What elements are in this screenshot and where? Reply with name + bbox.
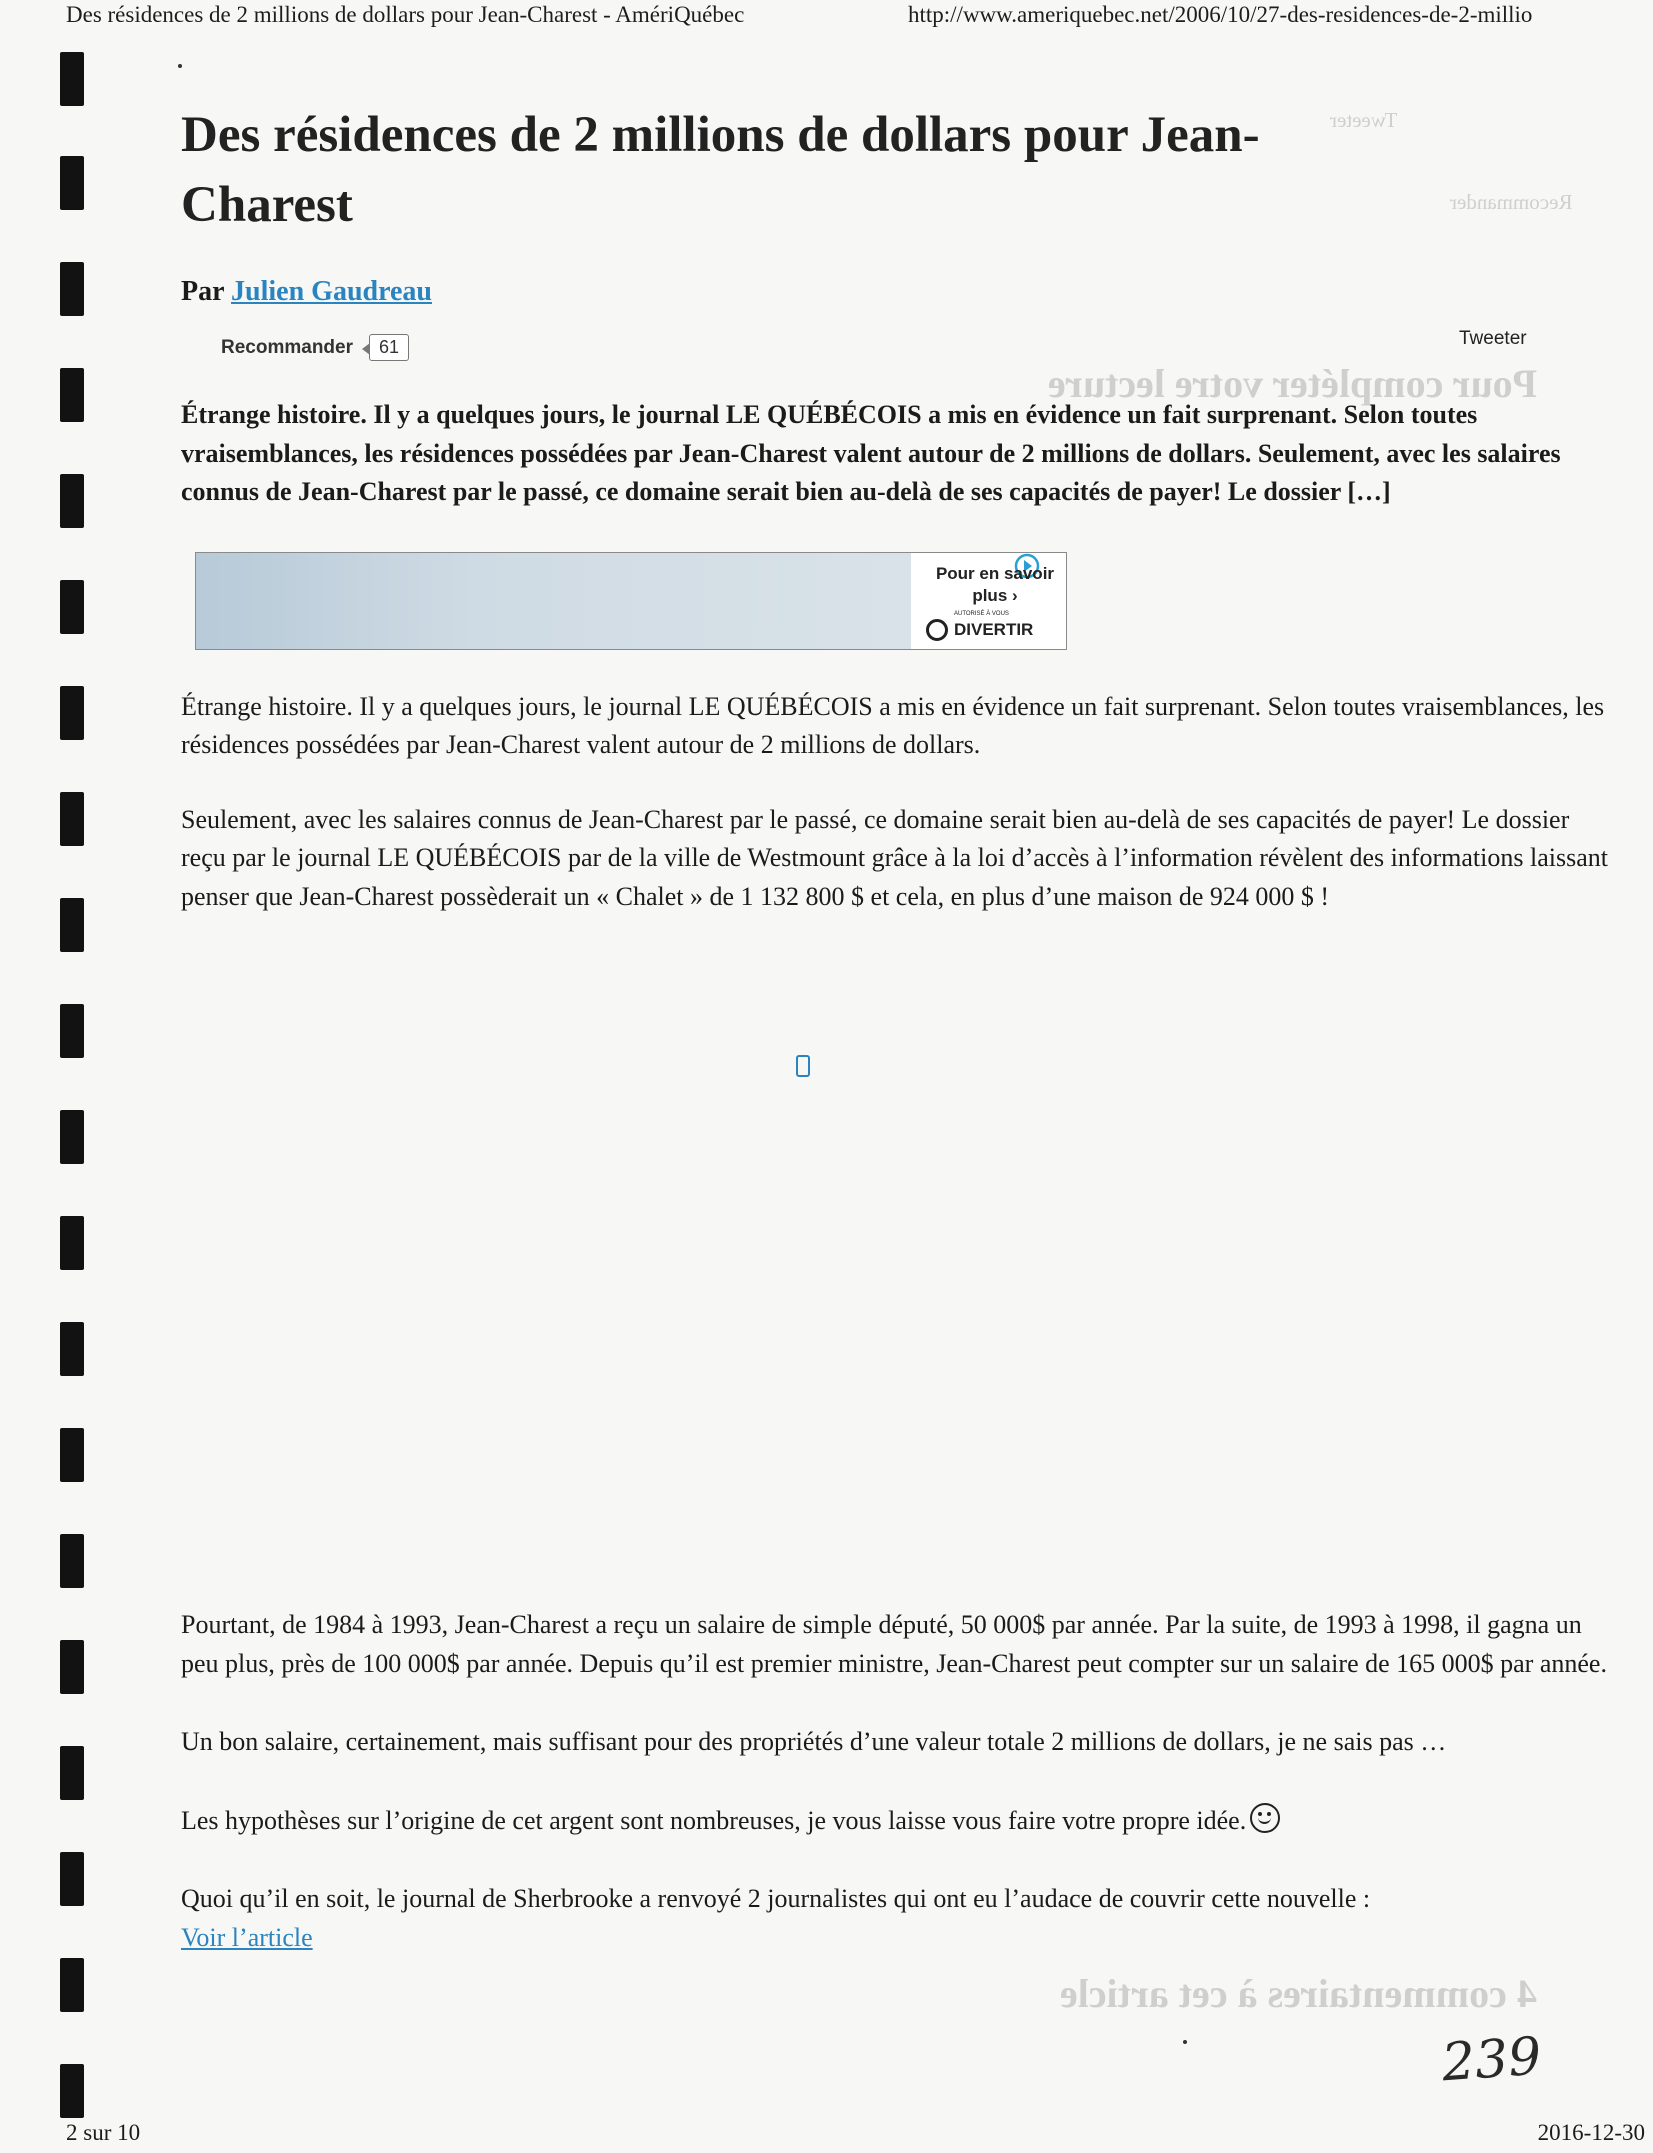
smiley-icon: [1250, 1803, 1280, 1833]
article-continued: [181, 1606, 1611, 1957]
ghost-button: Recommander: [1450, 190, 1573, 214]
print-footer-date: 2016-12-30: [1537, 2120, 1645, 2145]
handwritten-page-number: 239: [1440, 2026, 1544, 2094]
binding-hole: [60, 1004, 84, 1058]
ad-banner-image[interactable]: [196, 553, 911, 649]
scan-speck: [1183, 2040, 1187, 2044]
binding-hole: [60, 262, 84, 316]
article-paragraph: [181, 1880, 1611, 1957]
article-paragraph: Un bon salaire, certainement, mais suffisant pour des propriétés d’une valeur totale 2 millions de dollars, je ne sais pas …: [181, 1727, 1447, 1756]
print-header: [66, 2, 1533, 28]
article-lead: Étrange histoire. Il y a quelques jours, le journal LE QUÉBÉCOIS a mis en évidence un fait surprenant. Selon toutes vraisemblances, les résidences possédées par Jean-Charest valent autour de 2 millions de dollars. Seulement, avec les salaires connus de Jean-Charest par le passé, ce domaine serait bien au-delà de ses capacités de payer! Le dossier […]: [181, 400, 1561, 506]
author-link[interactable]: Julien Gaudreau: [231, 276, 433, 307]
binding-holes: [60, 40, 86, 2120]
article: [181, 100, 1611, 916]
print-header-title: Des résidences de 2 millions de dollars pour Jean-Charest - AmériQuébec: [66, 2, 745, 27]
byline: [181, 276, 1611, 308]
binding-hole: [60, 1958, 84, 2012]
recommend-count: 61: [369, 334, 409, 361]
binding-hole: [60, 1746, 84, 1800]
binding-hole: [60, 2064, 84, 2118]
ad-brand-tagline: AUTORISÉ À VOUS: [954, 610, 1009, 617]
tweet-button[interactable]: Tweeter: [1459, 328, 1527, 349]
binding-hole: [60, 1216, 84, 1270]
binding-hole: [60, 368, 84, 422]
article-paragraph-text: Quoi qu’il en soit, le journal de Sherbrooke a renvoyé 2 journalistes qui ont eu l’audace de couvrir cette nouvelle :: [181, 1884, 1371, 1913]
binding-hole: [60, 1322, 84, 1376]
binding-hole: [60, 1852, 84, 1906]
recommend-button[interactable]: [221, 334, 409, 361]
ghost-heading: 4 commentaires à cet article: [1060, 1971, 1537, 2016]
social-bar: [181, 328, 1611, 374]
binding-hole: [60, 1640, 84, 1694]
binding-hole: [60, 898, 84, 952]
binding-hole: [60, 1110, 84, 1164]
scan-speck: [178, 64, 182, 68]
binding-hole: [60, 1428, 84, 1482]
print-header-url: http://www.ameriquebec.net/2006/10/27-des-residences-de-2-millio: [908, 2, 1533, 27]
article-paragraph-text: Les hypothèses sur l’origine de cet argent sont nombreuses, je vous laisse vous faire votre propre idée.: [181, 1805, 1247, 1835]
ghost-heading: Pour compléter votre lecture: [1048, 361, 1538, 406]
print-footer-page-counter: 2 sur 10: [66, 2120, 141, 2145]
ad-brand-name: DIVERTIR: [954, 619, 1034, 639]
binding-hole: [60, 580, 84, 634]
binding-hole: [60, 156, 84, 210]
binding-hole: [60, 1534, 84, 1588]
recommend-label: Recommander: [221, 336, 353, 358]
article-paragraph: Étrange histoire. Il y a quelques jours, le journal LE QUÉBÉCOIS a mis en évidence un fait surprenant. Selon toutes vraisemblances, les résidences possédées par Jean-Charest valent autour de 2 millions de dollars.: [181, 691, 1605, 759]
article-paragraph: Seulement, avec les salaires connus de Jean-Charest par le passé, ce domaine serait bien au-delà de ses capacités de payer! Le dossier reçu par le journal LE QUÉBÉCOIS par de la ville de Westmount grâce à la loi d’accès à l’information révèlent des informations laissant penser que Jean-Charest possèderait un « Chalet » de 1 132 800 $ et cela, en plus d’une maison de 924 000 $ !: [181, 804, 1608, 911]
binding-hole: [60, 792, 84, 846]
view-article-link[interactable]: Voir l’article: [181, 1922, 313, 1952]
binding-hole: [60, 52, 84, 106]
article-paragraph-with-emoji: [181, 1802, 1611, 1841]
byline-prefix: Par: [181, 276, 225, 307]
ghost-button: Tweeter: [1330, 108, 1398, 132]
binding-hole: [60, 474, 84, 528]
ad-brand-logo-icon: [926, 619, 948, 641]
ad-brand: [926, 610, 1034, 641]
article-paragraph: Pourtant, de 1984 à 1993, Jean-Charest a reçu un salaire de simple député, 50 000$ par année. Par la suite, de 1993 à 1998, il gagna un peu plus, près de 100 000$ par année. Depuis qu’il est premier ministre, Jean-Charest peut compter sur un salaire de 165 000$ par année.: [181, 1610, 1607, 1678]
binding-hole: [60, 686, 84, 740]
article-title: Des résidences de 2 millions de dollars pour Jean-Charest: [181, 107, 1260, 233]
cursor-icon: [796, 1055, 810, 1077]
ad-cta-link[interactable]: Pour en savoir plus ›: [935, 563, 1055, 605]
advertisement[interactable]: [195, 552, 1067, 650]
